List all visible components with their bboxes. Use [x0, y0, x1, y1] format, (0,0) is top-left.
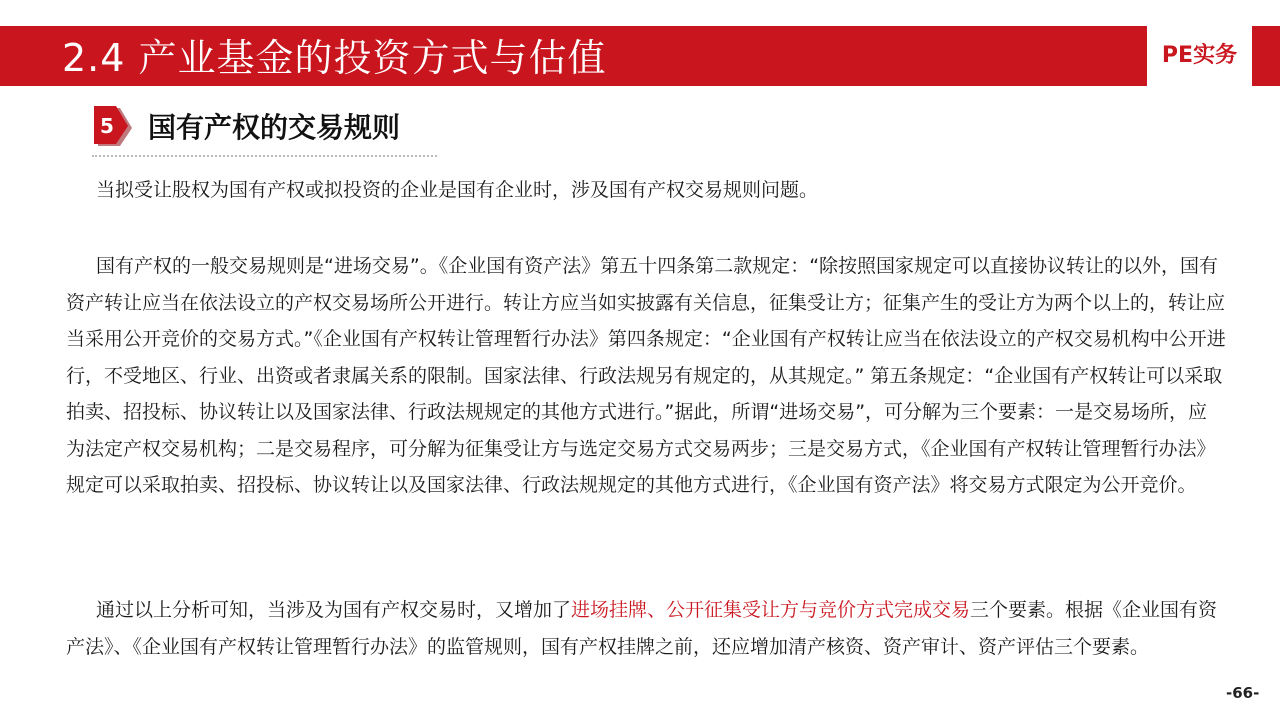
paragraph-conclusion-tail: 三个要素。根据《企业国有资产法》、《企业国有产权转让管理暂行办法》的监管规则，国有产权挂牌之前，还应增加清产核资、资产审计、资产评估三个要素。	[66, 599, 1218, 658]
section-heading: 国有产权的交易规则	[148, 111, 401, 144]
heading-divider	[92, 155, 437, 157]
page-number: -66-	[1226, 684, 1260, 702]
paragraph-conclusion	[66, 592, 1226, 665]
page-title: 2.4 产业基金的投资方式与估值	[62, 36, 607, 80]
paragraph-rules-text: 国有产权的一般交易规则是“进场交易”。《企业国有资产法》第五十四条第二款规定：“除按照国家规定可以直接协议转让的以外，国有资产转让应当在依法设立的产权交易场所公开进行。转让方应当如实披露有关信息，征集受让方；征集产生的受让方为两个以上的，转让应当采用公开竞价的交易方式。”《企业国有产权转让管理暂行办法》第四条规定：“企业国有产权转让应当在依法设立的产权交易机构中公开进行，不受地区、行业、出资或者隶属关系的限制。国家法律、行政法规另有规定的，从其规定。” 第五条规定：“企业国有产权转让可以采取拍卖、招投标、协议转让以及国家法律、行政法规规定的其他方式进行。”据此，所谓“进场交易”，可分解为三个要素：一是交易场所，应为法定产权交易机构；二是交易程序，可分解为征集受让方与选定交易方式交易两步；三是交易方式，《企业国有产权转让管理暂行办法》规定可以采取拍卖、招投标、协议转让以及国家法律、行政法规规定的其他方式进行，《企业国有资产法》将交易方式限定为公开竞价。	[66, 255, 1226, 496]
section-number: 5	[100, 114, 114, 138]
paragraph-rules	[66, 248, 1226, 504]
paragraph-conclusion-lead: 通过以上分析可知，当涉及为国有产权交易时，又增加了	[96, 599, 572, 621]
highlighted-phrase: 进场挂牌、公开征集受让方与竞价方式完成交易	[571, 599, 971, 621]
paragraph-intro-text: 当拟受让股权为国有产权或拟投资的企业是国有企业时，涉及国有产权交易规则问题。	[96, 179, 819, 201]
brand-edge	[1252, 26, 1280, 86]
brand-tag: PE实务	[1147, 26, 1252, 86]
paragraph-intro	[66, 172, 1226, 209]
